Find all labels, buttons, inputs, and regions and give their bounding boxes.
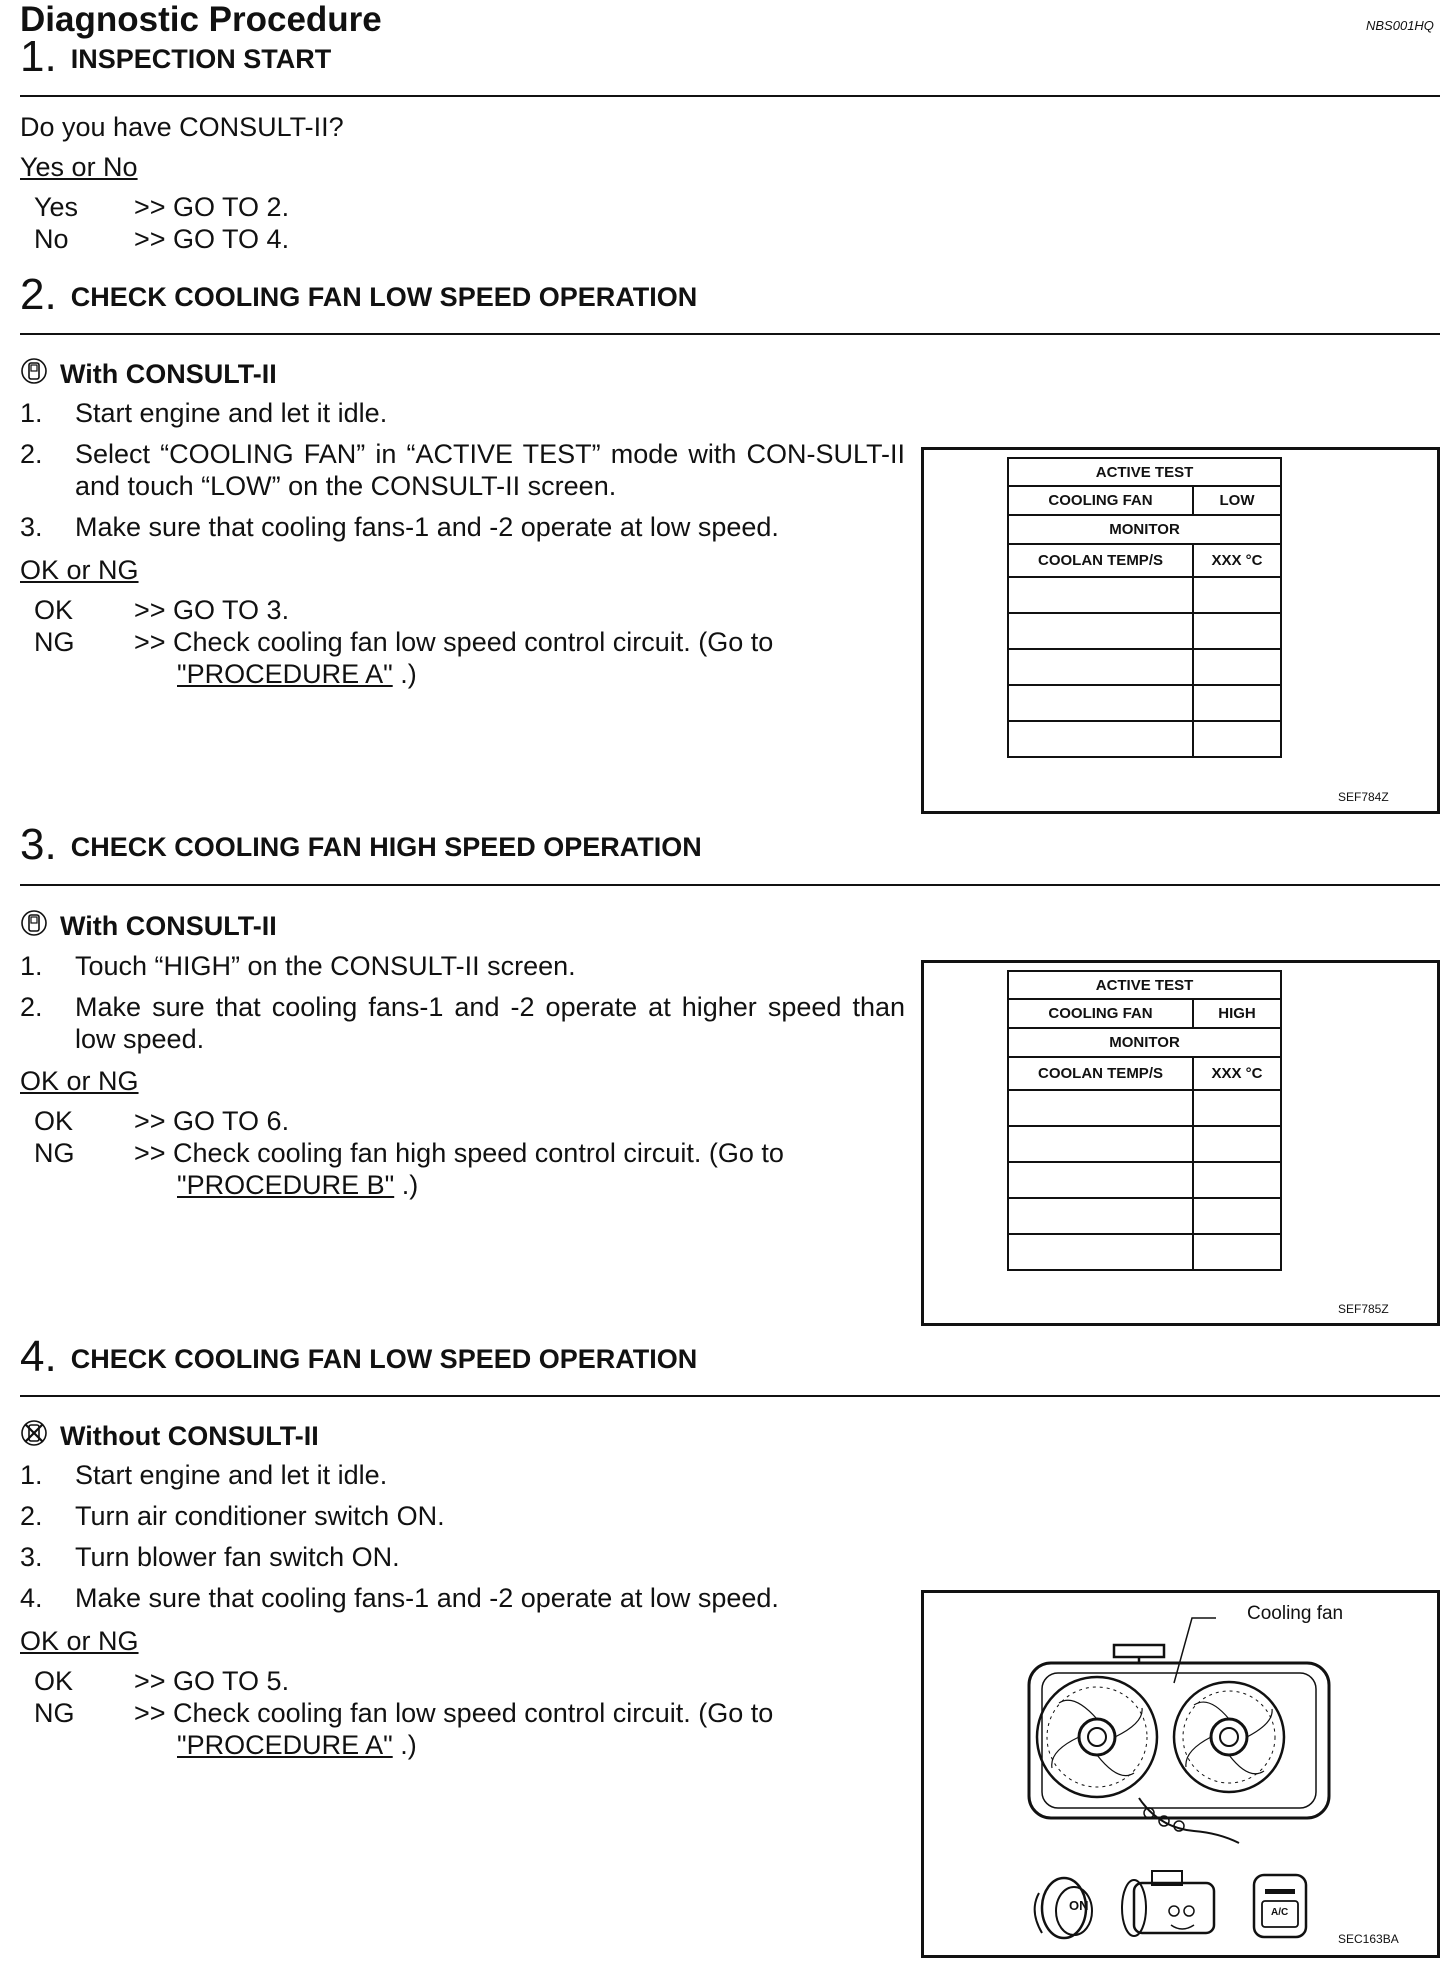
step-2-ng-reference: "PROCEDURE A" .) (177, 659, 417, 689)
step-1-number: 1. (20, 32, 57, 81)
cooling-fan-label: Cooling fan (1247, 1603, 1344, 1624)
step-2-answer-ok: OK >> GO TO 3. (34, 595, 290, 625)
answer-key: Yes (34, 192, 79, 222)
step-3-title: CHECK COOLING FAN HIGH SPEED OPERATION (70, 832, 702, 862)
step-2-title: CHECK COOLING FAN LOW SPEED OPERATION (70, 282, 698, 312)
table-cell: HIGH (1193, 999, 1281, 1028)
procedure-a-link[interactable]: "PROCEDURE A" (177, 659, 393, 689)
table-cell: COOLAN TEMP/S (1008, 544, 1193, 577)
answer-action: >> GO TO 4. (134, 224, 290, 254)
step-4-answer-ng: NG >> Check cooling fan low speed control circuit. (Go to (34, 1698, 774, 1728)
divider (20, 1395, 1440, 1397)
step-1-heading (20, 32, 331, 82)
step-3-answer-ng: NG >> Check cooling fan high speed control circuit. (Go to (34, 1138, 784, 1168)
step-2-heading (20, 270, 697, 320)
step-3-mode (20, 908, 277, 945)
ac-switch-text: A/C (1271, 1907, 1289, 1918)
consult-active-test-table-low (1007, 457, 1282, 758)
list-item: 3. Turn blower fan switch ON. (20, 1542, 400, 1572)
procedure-b-link[interactable]: "PROCEDURE B" (177, 1170, 395, 1200)
step-2-instructions (20, 397, 905, 552)
table-header: ACTIVE TEST (1008, 971, 1281, 999)
figure-code: SEF785Z (1338, 1302, 1389, 1316)
list-item: 1. Touch “HIGH” on the CONSULT-II screen. (20, 951, 576, 981)
cooling-fan-illustration (924, 1593, 1431, 1949)
table-cell: LOW (1193, 486, 1281, 515)
figure-code: SEF784Z (1338, 790, 1389, 804)
ac-switch-icon (1254, 1875, 1306, 1937)
cooling-fan-2 (1174, 1682, 1284, 1792)
mode-label: With CONSULT-II (60, 359, 277, 389)
consult-active-test-table-high (1007, 970, 1282, 1271)
no-consult-tool-icon (20, 1418, 48, 1455)
table-cell: COOLING FAN (1008, 999, 1193, 1028)
table-cell: COOLAN TEMP/S (1008, 1057, 1193, 1090)
table-cell: MONITOR (1008, 515, 1281, 544)
divider (20, 884, 1440, 886)
step-1-answer-yes (20, 192, 289, 223)
step-3-number: 3. (20, 820, 57, 869)
list-item: 1. Start engine and let it idle. (20, 1460, 388, 1490)
step-1-title: INSPECTION START (70, 44, 332, 74)
list-item: 2. Select “COOLING FAN” in “ACTIVE TEST” mode with CON-SULT-II and touch “LOW” on the CONSULT-II screen. (20, 439, 905, 501)
step-2-mode (20, 356, 277, 393)
divider (20, 95, 1440, 97)
ignition-on-text: ON (1069, 1898, 1089, 1913)
mode-label: Without CONSULT-II (60, 1421, 319, 1451)
step-2-answer-ng: NG >> Check cooling fan low speed control circuit. (Go to (34, 627, 774, 657)
step-4-answer-ok: OK >> GO TO 5. (34, 1666, 290, 1696)
table-cell: XXX °C (1193, 1057, 1281, 1090)
step-1-answer-no (20, 224, 289, 255)
consult-tool-icon (20, 356, 48, 393)
step-4-ng-reference: "PROCEDURE A" .) (177, 1730, 417, 1760)
consult-tool-icon (20, 908, 48, 945)
answer-action: >> GO TO 2. (134, 192, 290, 222)
step-2-number: 2. (20, 270, 57, 319)
step-1-choice-label: Yes or No (20, 152, 138, 182)
step-4-mode (20, 1418, 319, 1455)
list-item: 2. Turn air conditioner switch ON. (20, 1501, 445, 1531)
list-item: 4. Make sure that cooling fans-1 and -2 operate at low speed. (20, 1583, 779, 1613)
table-cell: MONITOR (1008, 1028, 1281, 1057)
divider (20, 333, 1440, 335)
cooling-fan-1 (1037, 1677, 1157, 1797)
step-4-choice-label: OK or NG (20, 1626, 139, 1656)
blower-fan-icon (1122, 1871, 1214, 1936)
procedure-a-link[interactable]: "PROCEDURE A" (177, 1730, 393, 1760)
mode-label: With CONSULT-II (60, 911, 277, 941)
step-3-heading (20, 820, 702, 870)
step-3-ng-reference: "PROCEDURE B" .) (177, 1170, 419, 1200)
step-4-instructions (20, 1459, 905, 1623)
table-header: ACTIVE TEST (1008, 458, 1281, 486)
figure-code: SEC163BA (1338, 1932, 1399, 1946)
step-1-question: Do you have CONSULT-II? (20, 112, 344, 142)
step-4-heading (20, 1332, 697, 1382)
step-4-number: 4. (20, 1332, 57, 1381)
list-item: 1. Start engine and let it idle. (20, 398, 388, 428)
table-cell: XXX °C (1193, 544, 1281, 577)
answer-key: No (34, 224, 69, 254)
document-id: NBS001HQ (1366, 18, 1434, 33)
step-3-answer-ok: OK >> GO TO 6. (34, 1106, 290, 1136)
step-2-choice-label: OK or NG (20, 555, 139, 585)
page-title: Diagnostic Procedure (20, 0, 382, 39)
table-cell: COOLING FAN (1008, 486, 1193, 515)
step-3-choice-label: OK or NG (20, 1066, 139, 1096)
step-4-title: CHECK COOLING FAN LOW SPEED OPERATION (70, 1344, 698, 1374)
step-3-instructions (20, 950, 905, 1064)
list-item: 2. Make sure that cooling fans-1 and -2 operate at higher speed than low speed. (20, 992, 905, 1054)
list-item: 3. Make sure that cooling fans-1 and -2 operate at low speed. (20, 512, 779, 542)
